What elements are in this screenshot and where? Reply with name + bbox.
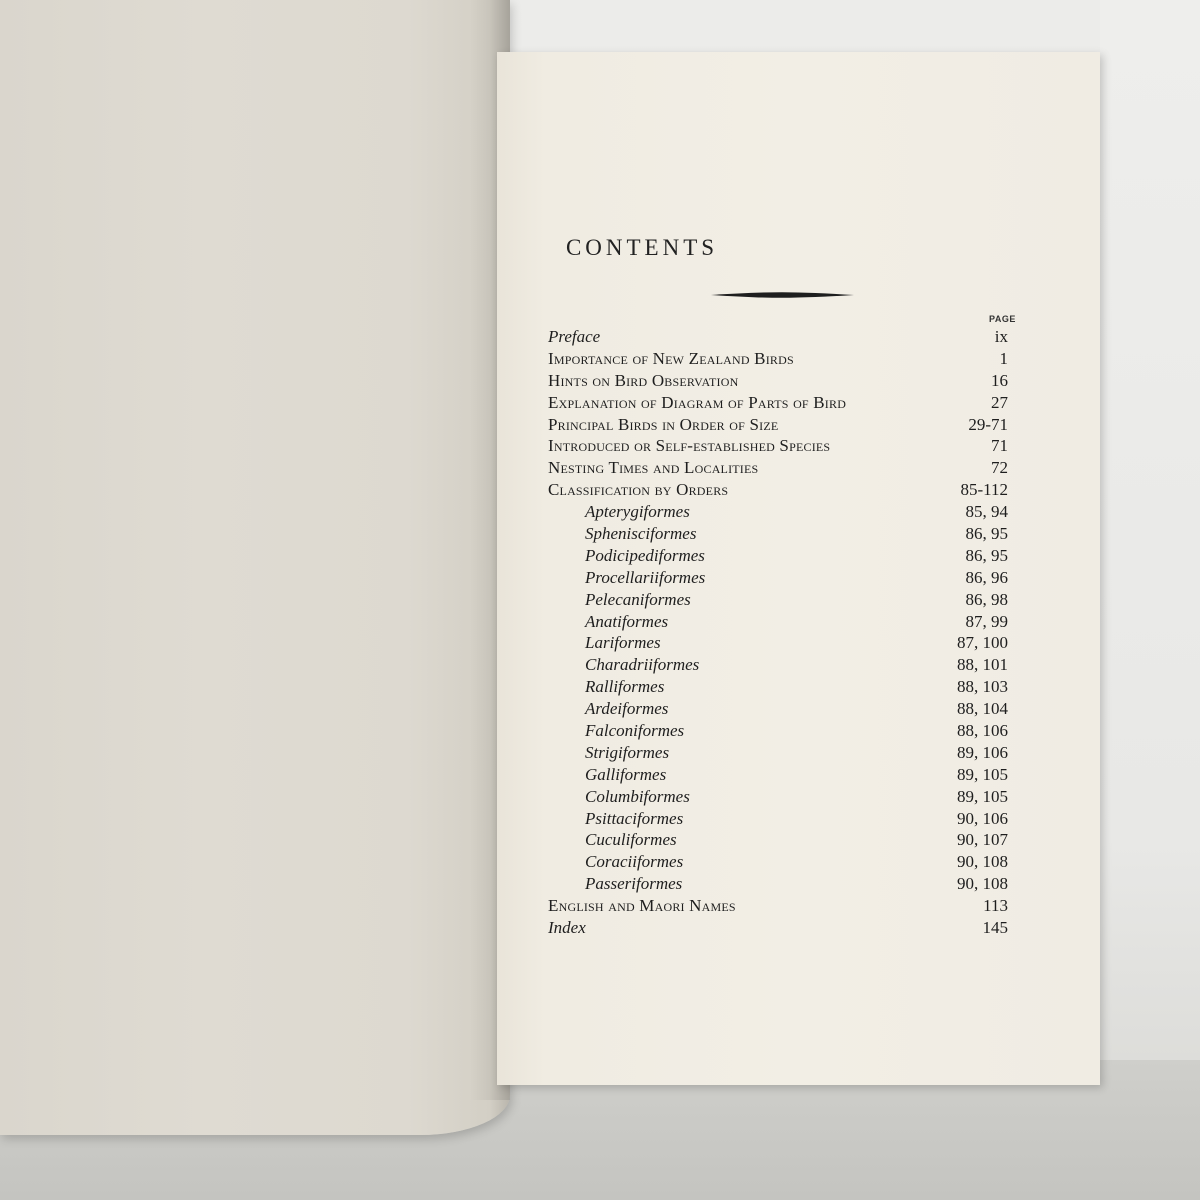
toc-entry-title: Strigiformes: [585, 742, 670, 762]
toc-entry-page: ix: [994, 327, 1008, 346]
toc-entry-title: Procellariiformes: [585, 567, 706, 587]
toc-entry-title: Sphenisciformes: [585, 524, 697, 544]
toc-entry-page: 88, 106: [957, 721, 1008, 741]
toc-entry: [548, 326, 1008, 348]
toc-entry: [548, 414, 1008, 436]
toc-entry: [548, 479, 1008, 501]
table-of-contents: [548, 326, 1008, 939]
toc-entry: [548, 720, 1008, 742]
toc-entry-title: Passeriformes: [585, 874, 683, 894]
page-column-label: PAGE: [989, 314, 1016, 324]
toc-entry: [548, 829, 1008, 851]
toc-entry-page: 89, 105: [957, 764, 1008, 784]
toc-entry-title: Columbiformes: [585, 786, 690, 806]
toc-entry-page: 90, 108: [957, 852, 1008, 872]
toc-entry-page: 90, 108: [957, 874, 1008, 894]
toc-entry: [548, 676, 1008, 698]
toc-entry: [548, 611, 1008, 633]
toc-entry-page: 87, 99: [965, 611, 1008, 631]
toc-entry-title: English and Maori Names: [548, 896, 736, 916]
toc-entry-page: 71: [991, 436, 1008, 456]
toc-entry: [548, 589, 1008, 611]
toc-entry: [548, 654, 1008, 676]
toc-entry-page: 86, 98: [965, 589, 1008, 609]
toc-entry-page: 90, 106: [957, 808, 1008, 828]
toc-entry-title: Ardeiformes: [585, 699, 669, 719]
toc-entry-page: 89, 106: [957, 742, 1008, 762]
toc-entry-page: 16: [991, 370, 1008, 390]
toc-entry-page: 86, 95: [965, 545, 1008, 565]
toc-entry: [548, 742, 1008, 764]
toc-entry-title: Nesting Times and Localities: [548, 458, 759, 478]
toc-entry: [548, 917, 1008, 939]
toc-entry-page: 113: [983, 896, 1008, 916]
toc-entry: [548, 501, 1008, 523]
toc-entry-page: 145: [982, 918, 1008, 938]
toc-entry-title: Preface: [548, 327, 601, 346]
toc-entry: [548, 348, 1008, 370]
toc-entry: [548, 851, 1008, 873]
toc-entry: [548, 567, 1008, 589]
toc-entry-page: 29-71: [968, 414, 1008, 434]
toc-entry-title: Lariformes: [585, 633, 661, 653]
toc-entry: [548, 370, 1008, 392]
toc-entry: [548, 698, 1008, 720]
toc-entry: [548, 786, 1008, 808]
toc-entry-page: 89, 105: [957, 786, 1008, 806]
toc-entry-title: Hints on Bird Observation: [548, 370, 739, 390]
toc-entry: [548, 457, 1008, 479]
toc-entry: [548, 523, 1008, 545]
toc-entry-title: Ralliformes: [585, 677, 665, 697]
toc-entry-title: Galliformes: [585, 764, 667, 784]
toc-entry-title: Pelecaniformes: [585, 589, 691, 609]
toc-entry-page: 85, 94: [965, 502, 1008, 522]
toc-entry: [548, 632, 1008, 654]
toc-entry: [548, 764, 1008, 786]
toc-entry-title: Cuculiformes: [585, 830, 677, 850]
toc-entry-title: Index: [548, 918, 586, 938]
toc-entry-title: Psittaciformes: [585, 808, 684, 828]
contents-heading: CONTENTS: [565, 235, 719, 260]
toc-entry: [548, 545, 1008, 567]
toc-entry: [548, 808, 1008, 830]
toc-entry-title: Introduced or Self-established Species: [548, 436, 831, 456]
toc-entry-page: 72: [991, 458, 1008, 478]
toc-entry-page: 88, 104: [957, 699, 1008, 719]
toc-entry-title: Apterygiformes: [585, 502, 690, 522]
left-page: [0, 0, 510, 1135]
toc-entry-page: 1: [999, 348, 1008, 368]
toc-entry-title: Principal Birds in Order of Size: [548, 414, 779, 434]
toc-entry-title: Anatiformes: [585, 611, 669, 631]
toc-entry: [548, 873, 1008, 895]
toc-entry-title: Classification by Orders: [548, 480, 729, 500]
toc-entry-page: 88, 101: [957, 655, 1008, 675]
toc-entry-page: 27: [991, 392, 1008, 412]
toc-entry: [548, 435, 1008, 457]
toc-entry-title: Explanation of Diagram of Parts of Bird: [548, 392, 847, 412]
toc-entry-page: 86, 96: [965, 567, 1008, 587]
toc-entry-title: Coraciiformes: [585, 852, 684, 872]
toc-entry-page: 90, 107: [957, 830, 1008, 850]
toc-entry-page: 85-112: [960, 480, 1008, 500]
toc-entry-title: Importance of New Zealand Birds: [548, 348, 794, 368]
background-wall: [1100, 0, 1200, 1200]
toc-entry: [548, 392, 1008, 414]
toc-entry-title: Charadriiformes: [585, 655, 700, 675]
toc-entry-title: Falconiformes: [585, 721, 685, 741]
toc-entry-page: 86, 95: [965, 524, 1008, 544]
toc-entry: [548, 895, 1008, 917]
toc-entry-title: Podicipediformes: [585, 545, 705, 565]
toc-entry-page: 87, 100: [957, 633, 1008, 653]
toc-entry-page: 88, 103: [957, 677, 1008, 697]
heading-ornament: [711, 292, 854, 298]
